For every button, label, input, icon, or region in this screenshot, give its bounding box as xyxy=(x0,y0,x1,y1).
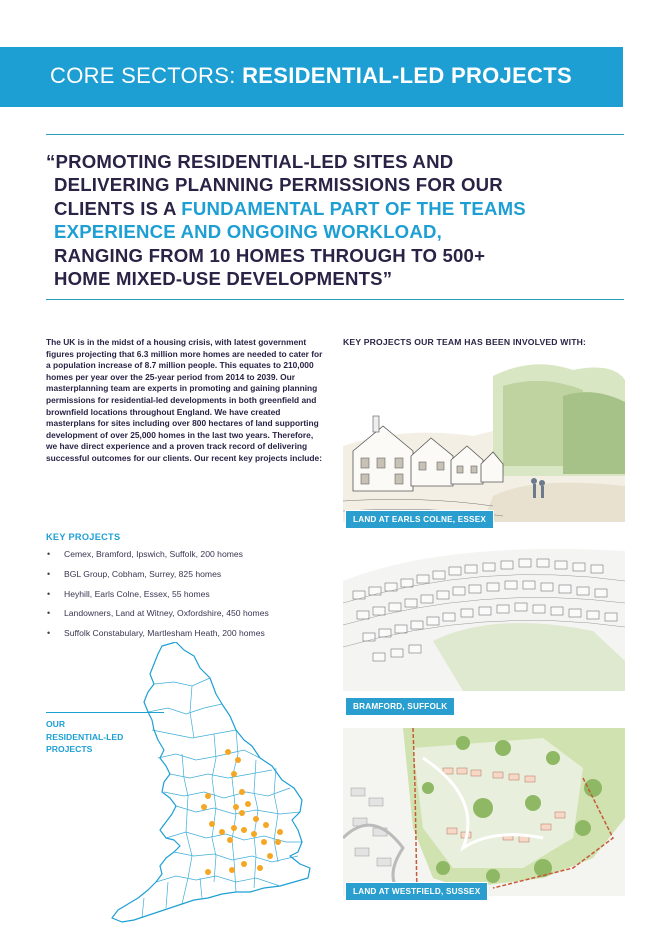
quote-top-rule xyxy=(46,134,624,135)
intro-paragraph: The UK is in the midst of a housing crisis, with latest government figures projecting that 6.3 million more homes are needed to cater for a population increase of 8.7 million people. This equates to 210,000 homes per year over the 25-year period from 2014 to 2039. Our masterplanning team are experts in promoting and gaining planning permissions for residential-led developments in both greenfield and brownfield locations throughout England. We have created masterplans for sites including over 800 hectares of land supporting development of over 25,000 homes in the last two years. Therefore, we have direct experience and a proven track record of delivering successful outcomes for our clients. Our recent key projects include: xyxy=(46,337,323,463)
bullet-icon: • xyxy=(47,549,51,559)
caption-westfield: LAND AT WESTFIELD, SUSSEX xyxy=(345,882,488,901)
england-outline xyxy=(112,642,310,922)
england-map xyxy=(104,642,312,924)
list-item: • Suffolk Constabulary, Martlesham Heath, 200 homes xyxy=(47,628,265,639)
key-projects-heading: KEY PROJECTS xyxy=(46,532,121,542)
bullet-icon: • xyxy=(47,628,51,639)
page-title: CORE SECTORS: RESIDENTIAL-LED PROJECTS xyxy=(50,63,572,88)
bullet-icon: • xyxy=(47,608,51,619)
pull-quote: “PROMOTING RESIDENTIAL-LED SITES AND DELIVERING PLANNING PERMISSIONS FOR OUR CLIENTS IS A FUNDAMENTAL PART OF THE TEAMS EXPERIENCE AND ONGOING WORKLOAD, RANGING FROM 10 HOMES THROUGH TO 500+ HOME MIXED-USE DEVELOPMENTS” xyxy=(46,151,526,290)
title-banner xyxy=(0,47,623,107)
bullet-icon: • xyxy=(47,568,51,579)
list-item: • Cemex, Bramford, Ipswich, Suffolk, 200 homes xyxy=(47,549,243,559)
bullet-icon: • xyxy=(47,588,51,599)
map-label: OUR RESIDENTIAL-LED PROJECTS xyxy=(46,719,124,755)
bramford-illustration xyxy=(343,541,625,691)
list-item: • BGL Group, Cobham, Surrey, 825 homes xyxy=(47,568,222,579)
quote-bottom-rule xyxy=(46,299,624,300)
county-boundaries xyxy=(142,678,302,918)
right-column-heading: KEY PROJECTS OUR TEAM HAS BEEN INVOLVED WITH: xyxy=(343,337,587,347)
key-projects-list xyxy=(46,549,269,648)
project-markers xyxy=(201,749,283,875)
earls-colne-illustration xyxy=(343,356,625,522)
list-item: • Heyhill, Earls Colne, Essex, 55 homes xyxy=(47,588,210,599)
caption-bramford: BRAMFORD, SUFFOLK xyxy=(345,697,455,716)
caption-earls-colne: LAND AT EARLS COLNE, ESSEX xyxy=(345,510,494,529)
westfield-masterplan xyxy=(343,728,625,896)
list-item: • Landowners, Land at Witney, Oxfordshire, 450 homes xyxy=(47,608,269,619)
